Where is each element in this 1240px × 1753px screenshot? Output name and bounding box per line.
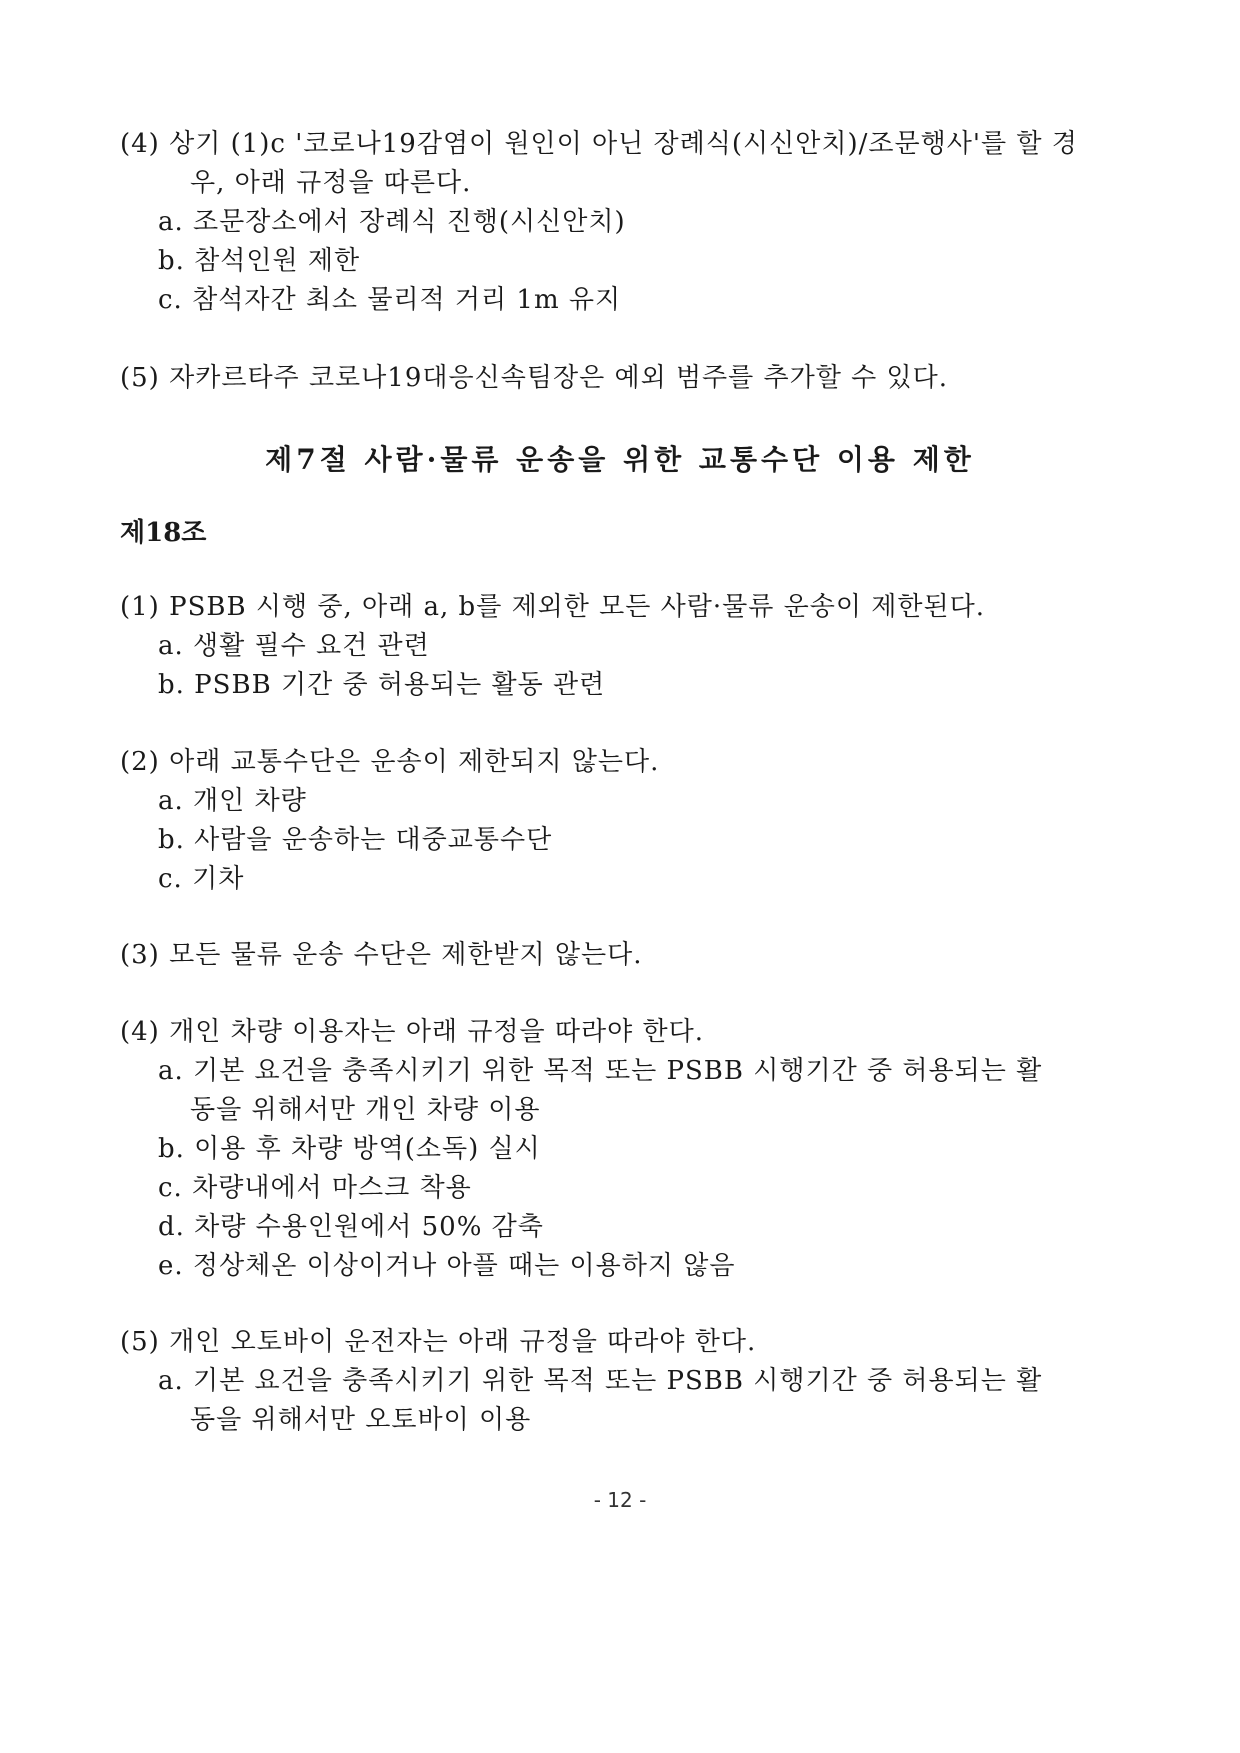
list-item-4c: c. 참석자간 최소 물리적 거리 1m 유지 bbox=[158, 285, 622, 315]
paragraph-4: (4) 상기 (1)c '코로나19감염이 원인이 아닌 장례식(시신안치)/조문행사'를 할 경 bbox=[120, 129, 1078, 159]
article-18-item-4d: d. 차량 수용인원에서 50% 감축 bbox=[158, 1212, 544, 1242]
article-18-paragraph-3: (3) 모든 물류 운송 수단은 제한받지 않는다. bbox=[120, 940, 643, 970]
article-18-paragraph-4: (4) 개인 차량 이용자는 아래 규정을 따라야 한다. bbox=[120, 1017, 705, 1047]
article-18-paragraph-5: (5) 개인 오토바이 운전자는 아래 규정을 따라야 한다. bbox=[120, 1327, 757, 1357]
article-18-item-4a: a. 기본 요건을 충족시키기 위한 목적 또는 PSBB 시행기간 중 허용되는 활 bbox=[158, 1056, 1043, 1086]
article-18-item-5a: a. 기본 요건을 충족시키기 위한 목적 또는 PSBB 시행기간 중 허용되는 활 bbox=[158, 1366, 1043, 1396]
article-18-item-4b: b. 이용 후 차량 방역(소독) 실시 bbox=[158, 1134, 541, 1164]
article-18-item-4c: c. 차량내에서 마스크 착용 bbox=[158, 1173, 472, 1203]
article-18-paragraph-2: (2) 아래 교통수단은 운송이 제한되지 않는다. bbox=[120, 747, 660, 777]
list-item-4b: b. 참석인원 제한 bbox=[158, 246, 361, 276]
paragraph-5: (5) 자카르타주 코로나19대응신속팀장은 예외 범주를 추가할 수 있다. bbox=[120, 363, 949, 393]
article-18-item-1a: a. 생활 필수 요건 관련 bbox=[158, 631, 430, 661]
article-18-item-2b: b. 사람을 운송하는 대중교통수단 bbox=[158, 825, 553, 855]
article-18-item-1b: b. PSBB 기간 중 허용되는 활동 관련 bbox=[158, 670, 606, 700]
list-item-4a: a. 조문장소에서 장례식 진행(시신안치) bbox=[158, 207, 626, 237]
article-title: 제18조 bbox=[120, 518, 207, 548]
paragraph-4-cont: 우, 아래 규정을 따른다. bbox=[190, 168, 472, 198]
page-number: - 12 - bbox=[593, 1488, 647, 1512]
article-18-item-4a-cont: 동을 위해서만 개인 차량 이용 bbox=[190, 1095, 541, 1125]
article-18-item-5a-cont: 동을 위해서만 오토바이 이용 bbox=[190, 1405, 532, 1435]
article-18-item-2a: a. 개인 차량 bbox=[158, 786, 307, 816]
article-18-item-4e: e. 정상체온 이상이거나 아플 때는 이용하지 않음 bbox=[158, 1251, 736, 1281]
article-18-paragraph-1: (1) PSBB 시행 중, 아래 a, b를 제외한 모든 사람·물류 운송이 제한된다. bbox=[120, 592, 986, 622]
article-18-item-2c: c. 기차 bbox=[158, 864, 245, 894]
section-title: 제7절 사람·물류 운송을 위한 교통수단 이용 제한 bbox=[265, 443, 975, 476]
